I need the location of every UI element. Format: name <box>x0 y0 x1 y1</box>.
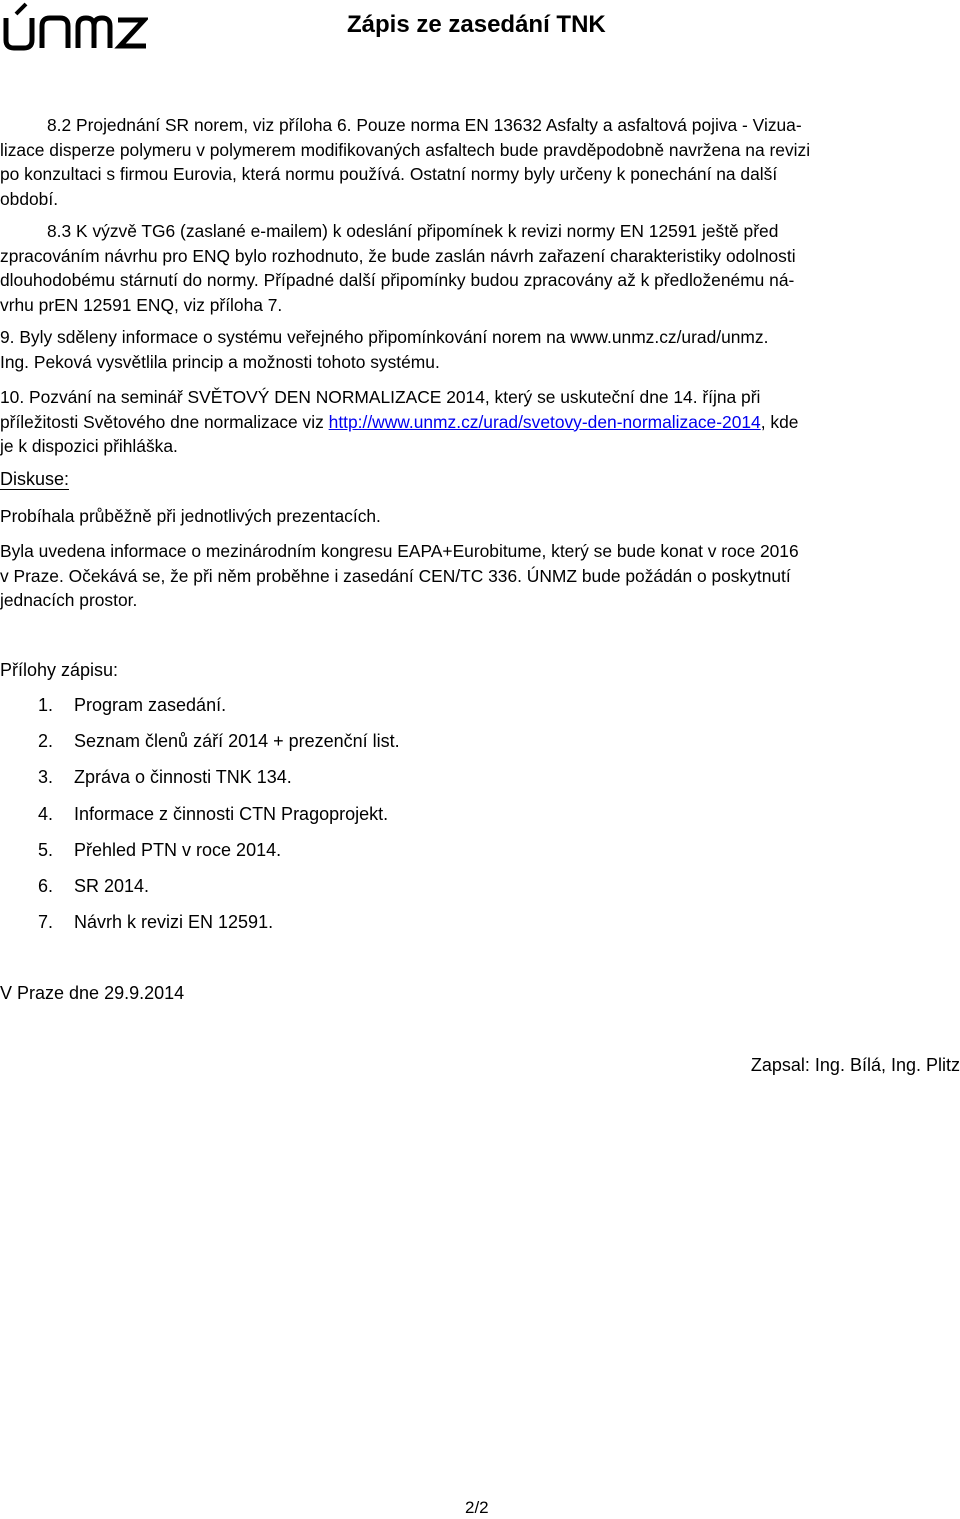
attachment-item <box>38 765 400 801</box>
item-8-2-line: 8.2 Projednání SR norem, viz příloha 6. Pouze norma EN 13632 Asfalty a asfaltová pojiva - Vizua- <box>47 115 802 135</box>
item-8-2 <box>0 113 958 211</box>
discussion-line: jednacích prostor. <box>0 590 138 610</box>
attachment-item <box>38 838 400 874</box>
discussion-line: Probíhala průběžně při jednotlivých prezentacích. <box>0 506 381 526</box>
attachment-text: Zpráva o činnosti TNK 134. <box>74 767 292 788</box>
item-8-2-line: období. <box>0 188 59 209</box>
item-10-line: je k dispozici přihláška. <box>0 436 178 456</box>
page-number: 2/2 <box>465 1498 489 1517</box>
attachment-item <box>38 802 400 838</box>
attachment-number: 2. <box>38 731 54 752</box>
item-8-2-line: po konzultaci s firmou Eurovia, která normu používá. Ostatní normy byly určeny k ponechání na další <box>0 164 778 184</box>
item-8-2-line: lizace disperze polymeru v polymerem modifikovaných asfaltech bude pravděpodobně navržena na revizi <box>0 139 811 160</box>
attachment-item <box>38 729 400 765</box>
attachments-title: Přílohy zápisu: <box>0 660 119 680</box>
attachment-number: 5. <box>38 839 54 860</box>
attachment-text: SR 2014. <box>74 875 150 896</box>
discussion-paragraph-2 <box>0 539 958 613</box>
document-title: Zápis ze zasedání TNK <box>347 11 606 38</box>
attachment-number: 6. <box>38 875 54 896</box>
item-9-line: Ing. Peková vysvětlila princip a možnosti tohoto systému. <box>0 351 440 372</box>
item-10-line <box>0 410 958 435</box>
item-9 <box>0 325 958 374</box>
attachment-item <box>38 693 400 729</box>
attachment-item <box>38 874 400 910</box>
attachment-item <box>38 910 400 946</box>
item-8-3 <box>0 219 958 317</box>
attachment-text: Seznam členů září 2014 + prezenční list. <box>74 731 400 752</box>
discussion-heading-text: Diskuse: <box>0 469 70 489</box>
item-8-3-line: vrhu prEN 12591 ENQ, viz příloha 7. <box>0 294 283 315</box>
attachment-number: 1. <box>38 695 54 715</box>
unmz-logo <box>2 2 148 52</box>
attachment-text: Návrh k revizi EN 12591. <box>74 912 274 933</box>
item-8-3-line: 8.3 K výzvě TG6 (zaslané e-mailem) k odeslání připomínek k revizi normy EN 12591 ještě před <box>47 221 779 241</box>
discussion-line: v Praze. Očekává se, že při něm proběhne i zasedání CEN/TC 336. ÚNMZ bude požádán o poskytnutí <box>0 565 791 586</box>
attachment-text: Informace z činnosti CTN Pragoprojekt. <box>74 803 389 824</box>
item-8-3-line: zpracováním návrhu pro ENQ bylo rozhodnuto, že bude zaslán návrh zařazení charakteristiky odolnosti <box>0 245 796 266</box>
item-10 <box>0 385 958 459</box>
seminar-link[interactable]: http://www.unmz.cz/urad/svetovy-den-normalizace-2014 <box>328 411 761 432</box>
attachment-text: Přehled PTN v roce 2014. <box>74 839 282 860</box>
item-10-line: 10. Pozvání na seminář SVĚTOVÝ DEN NORMALIZACE 2014, který se uskuteční dne 14. října při <box>0 387 761 407</box>
discussion-paragraph-1 <box>0 504 958 529</box>
attachment-number: 7. <box>38 912 54 933</box>
attachment-number: 4. <box>38 803 54 824</box>
attachments-list <box>38 693 400 946</box>
place-date: V Praze dne 29.9.2014 <box>0 983 185 1003</box>
attachment-text: Program zasedání. <box>74 695 227 715</box>
discussion-line: Byla uvedena informace o mezinárodním kongresu EAPA+Eurobitume, který se bude konat v roce 2016 <box>0 541 799 561</box>
discussion-heading <box>0 467 69 491</box>
item-10-text: příležitosti Světového dne normalizace viz <box>0 411 329 432</box>
attachment-number: 3. <box>38 767 54 788</box>
item-8-3-line: dlouhodobému stárnutí do normy. Případné další připomínky budou zpracovány až k předloženému ná- <box>0 270 795 290</box>
recorded-by: Zapsal: Ing. Bílá, Ing. Plitz <box>750 1055 960 1075</box>
item-9-line: 9. Byly sděleny informace o systému veřejného připomínkování norem na www.unmz.cz/urad/unmz. <box>0 327 769 347</box>
item-10-text: , kde <box>760 411 799 432</box>
